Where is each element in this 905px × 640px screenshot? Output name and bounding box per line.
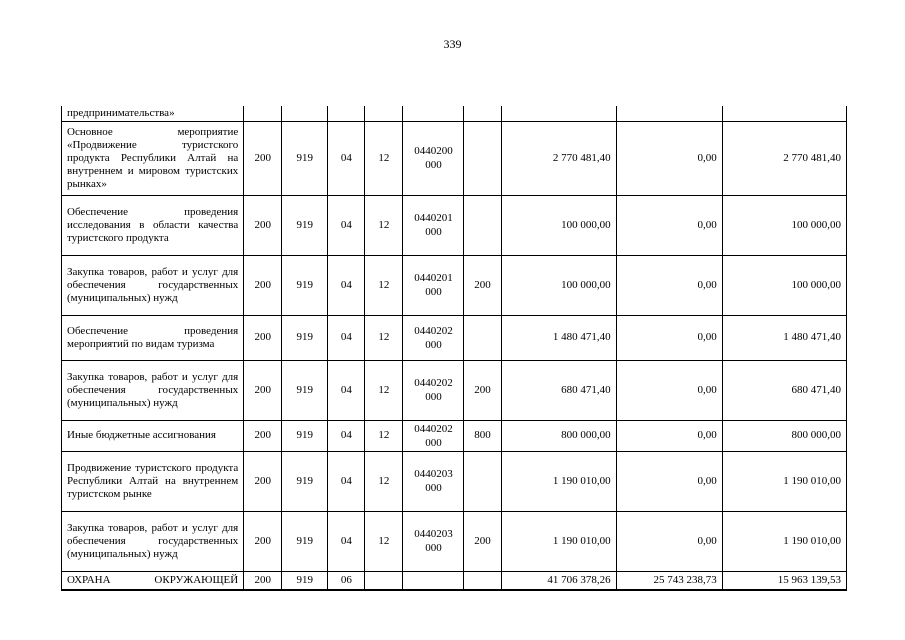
target-article-code: 0440203 000 (403, 511, 464, 571)
row-name: ОХРАНА ОКРУЖАЮЩЕЙ (62, 571, 244, 590)
subsection-code: 12 (365, 451, 403, 511)
expense-type-code (464, 571, 501, 590)
expense-type-code: 200 (464, 255, 501, 315)
amount-federal: 0,00 (616, 121, 722, 195)
subsection-code: 12 (365, 420, 403, 451)
target-article-code: 0440201 000 (403, 195, 464, 255)
amount-federal (616, 106, 722, 121)
section-code: 04 (328, 451, 365, 511)
amount-regional: 100 000,00 (722, 255, 846, 315)
admin-code: 200 (244, 571, 282, 590)
target-article-code: 0440202 000 (403, 360, 464, 420)
ministry-code: 919 (282, 121, 328, 195)
amount-regional: 1 480 471,40 (722, 315, 846, 360)
amount-regional: 15 963 139,53 (722, 571, 846, 590)
ministry-code: 919 (282, 360, 328, 420)
row-name: Обеспечение проведения мероприятий по видам туризма (62, 315, 244, 360)
amount-federal: 0,00 (616, 315, 722, 360)
admin-code: 200 (244, 511, 282, 571)
section-code: 04 (328, 511, 365, 571)
table-row (62, 121, 847, 195)
subsection-code: 12 (365, 195, 403, 255)
ministry-code: 919 (282, 315, 328, 360)
subsection-code: 12 (365, 255, 403, 315)
amount-federal: 25 743 238,73 (616, 571, 722, 590)
table-row (62, 451, 847, 511)
admin-code: 200 (244, 360, 282, 420)
subsection-code: 12 (365, 360, 403, 420)
target-article-code: 0440201 000 (403, 255, 464, 315)
row-name: Иные бюджетные ассигнования (62, 420, 244, 451)
table-row (62, 255, 847, 315)
subsection-code (365, 571, 403, 590)
ministry-code: 919 (282, 420, 328, 451)
table-row (62, 420, 847, 451)
amount-total: 1 190 010,00 (501, 451, 616, 511)
ministry-code: 919 (282, 511, 328, 571)
expense-type-code (464, 121, 501, 195)
amount-total: 800 000,00 (501, 420, 616, 451)
amount-regional: 800 000,00 (722, 420, 846, 451)
amount-total: 680 471,40 (501, 360, 616, 420)
section-code: 04 (328, 255, 365, 315)
subsection-code (365, 106, 403, 121)
page-number: 339 (443, 37, 462, 51)
section-code: 06 (328, 571, 365, 590)
section-code (328, 106, 365, 121)
target-article-code: 0440202 000 (403, 315, 464, 360)
amount-total: 100 000,00 (501, 195, 616, 255)
amount-regional: 680 471,40 (722, 360, 846, 420)
subsection-code: 12 (365, 511, 403, 571)
admin-code: 200 (244, 195, 282, 255)
amount-total: 1 480 471,40 (501, 315, 616, 360)
row-name: Закупка товаров, работ и услуг для обеспечения государственных (муниципальных) нужд (62, 511, 244, 571)
amount-total: 2 770 481,40 (501, 121, 616, 195)
section-code: 04 (328, 360, 365, 420)
table-row (62, 360, 847, 420)
amount-total: 1 190 010,00 (501, 511, 616, 571)
expense-type-code (464, 106, 501, 121)
amount-regional: 1 190 010,00 (722, 451, 846, 511)
table-row (62, 315, 847, 360)
expense-type-code: 200 (464, 360, 501, 420)
target-article-code (403, 106, 464, 121)
ministry-code: 919 (282, 195, 328, 255)
admin-code: 200 (244, 255, 282, 315)
row-name: Продвижение туристского продукта Республики Алтай на внутреннем туристском рынке (62, 451, 244, 511)
amount-regional: 100 000,00 (722, 195, 846, 255)
target-article-code: 0440203 000 (403, 451, 464, 511)
expense-type-code: 200 (464, 511, 501, 571)
expense-type-code (464, 315, 501, 360)
subsection-code: 12 (365, 121, 403, 195)
amount-total: 41 706 378,26 (501, 571, 616, 590)
row-name: Обеспечение проведения исследования в области качества туристского продукта (62, 195, 244, 255)
table-row (62, 571, 847, 590)
amount-total: 100 000,00 (501, 255, 616, 315)
row-name: Закупка товаров, работ и услуг для обеспечения государственных (муниципальных) нужд (62, 360, 244, 420)
ministry-code: 919 (282, 571, 328, 590)
amount-federal: 0,00 (616, 195, 722, 255)
target-article-code (403, 571, 464, 590)
subsection-code: 12 (365, 315, 403, 360)
ministry-code (282, 106, 328, 121)
amount-regional: 2 770 481,40 (722, 121, 846, 195)
row-name: предпринимательства» (62, 106, 244, 121)
admin-code (244, 106, 282, 121)
row-name: Закупка товаров, работ и услуг для обеспечения государственных (муниципальных) нужд (62, 255, 244, 315)
admin-code: 200 (244, 451, 282, 511)
ministry-code: 919 (282, 255, 328, 315)
expense-type-code (464, 451, 501, 511)
budget-table (61, 106, 847, 591)
amount-regional: 1 190 010,00 (722, 511, 846, 571)
amount-federal: 0,00 (616, 255, 722, 315)
section-code: 04 (328, 420, 365, 451)
target-article-code: 0440200 000 (403, 121, 464, 195)
row-name: Основное мероприятие «Продвижение туристского продукта Республики Алтай на внутреннем и мировом туристских рынках» (62, 121, 244, 195)
section-code: 04 (328, 121, 365, 195)
amount-federal: 0,00 (616, 451, 722, 511)
section-code: 04 (328, 195, 365, 255)
target-article-code: 0440202 000 (403, 420, 464, 451)
admin-code: 200 (244, 315, 282, 360)
ministry-code: 919 (282, 451, 328, 511)
amount-federal: 0,00 (616, 511, 722, 571)
amount-federal: 0,00 (616, 360, 722, 420)
expense-type-code: 800 (464, 420, 501, 451)
table-row (62, 106, 847, 121)
admin-code: 200 (244, 121, 282, 195)
section-code: 04 (328, 315, 365, 360)
expense-type-code (464, 195, 501, 255)
table-row (62, 195, 847, 255)
amount-federal: 0,00 (616, 420, 722, 451)
amount-regional (722, 106, 846, 121)
amount-total (501, 106, 616, 121)
admin-code: 200 (244, 420, 282, 451)
table-row (62, 511, 847, 571)
